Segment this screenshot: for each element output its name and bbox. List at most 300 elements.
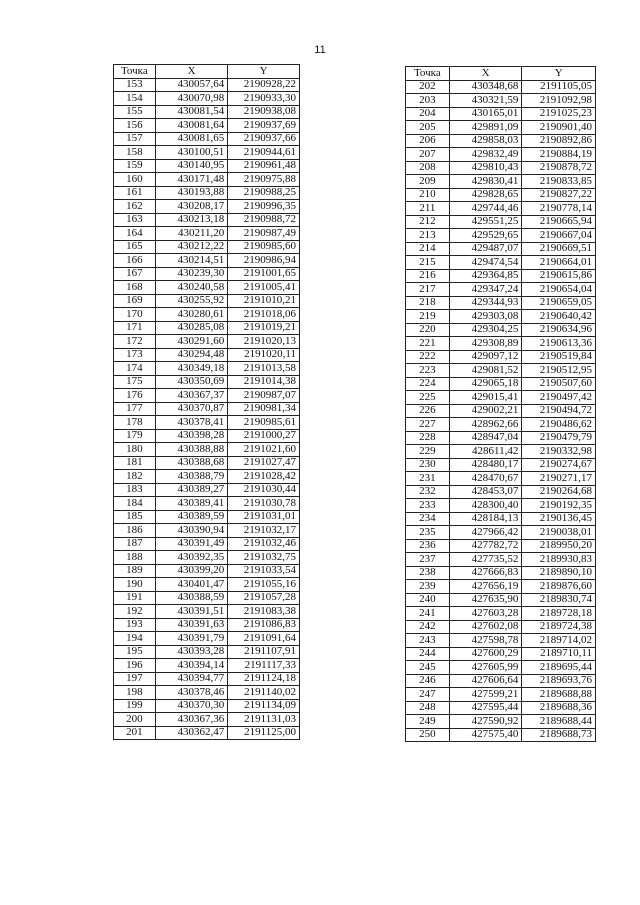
cell-point: 153 [114, 78, 156, 92]
cell-x: 428611,42 [449, 445, 522, 459]
cell-x: 430391,51 [155, 605, 228, 619]
cell-point: 169 [114, 294, 156, 308]
cell-point: 175 [114, 375, 156, 389]
cell-y: 2190274,67 [522, 458, 596, 472]
cell-point: 208 [406, 161, 450, 175]
cell-point: 185 [114, 510, 156, 524]
cell-point: 199 [114, 699, 156, 713]
cell-x: 430391,49 [155, 537, 228, 551]
cell-x: 430388,59 [155, 591, 228, 605]
header-y: Y [522, 67, 596, 81]
cell-point: 214 [406, 242, 450, 256]
table-row [406, 431, 596, 445]
table-row [114, 551, 300, 565]
cell-y: 2191032,46 [228, 537, 300, 551]
cell-x: 430389,27 [155, 483, 228, 497]
cell-x: 430367,37 [155, 389, 228, 403]
cell-y: 2190937,66 [228, 132, 300, 146]
table-row [114, 402, 300, 416]
table-row [406, 418, 596, 432]
cell-point: 238 [406, 566, 450, 580]
cell-y: 2190884,19 [522, 148, 596, 162]
cell-point: 191 [114, 591, 156, 605]
cell-y: 2189695,44 [522, 661, 596, 675]
table-row [406, 121, 596, 135]
cell-y: 2191020,11 [228, 348, 300, 362]
table-row [406, 607, 596, 621]
cell-point: 155 [114, 105, 156, 119]
cell-x: 430391,79 [155, 632, 228, 646]
cell-x: 427599,21 [449, 688, 522, 702]
cell-x: 430070,98 [155, 92, 228, 106]
cell-y: 2190901,40 [522, 121, 596, 135]
cell-point: 223 [406, 364, 450, 378]
table-row [114, 510, 300, 524]
cell-point: 217 [406, 283, 450, 297]
cell-point: 226 [406, 404, 450, 418]
table-row [406, 94, 596, 108]
header-x: X [449, 67, 522, 81]
cell-point: 216 [406, 269, 450, 283]
table-row [114, 132, 300, 146]
cell-point: 180 [114, 443, 156, 457]
cell-y: 2190975,88 [228, 173, 300, 187]
cell-x: 430212,22 [155, 240, 228, 254]
cell-y: 2191032,17 [228, 524, 300, 538]
cell-y: 2189930,83 [522, 553, 596, 567]
coordinates-table-left [113, 64, 300, 740]
cell-x: 430392,35 [155, 551, 228, 565]
table-row [114, 227, 300, 241]
cell-point: 241 [406, 607, 450, 621]
cell-y: 2191107,91 [228, 645, 300, 659]
cell-x: 429474,54 [449, 256, 522, 270]
cell-y: 2190271,17 [522, 472, 596, 486]
table-row [406, 661, 596, 675]
cell-x: 429303,08 [449, 310, 522, 324]
cell-x: 430390,94 [155, 524, 228, 538]
cell-x: 428947,04 [449, 431, 522, 445]
cell-y: 2190878,72 [522, 161, 596, 175]
cell-x: 430398,28 [155, 429, 228, 443]
cell-x: 430213,18 [155, 213, 228, 227]
cell-y: 2191019,21 [228, 321, 300, 335]
cell-x: 430348,68 [449, 80, 522, 94]
cell-point: 237 [406, 553, 450, 567]
cell-point: 248 [406, 701, 450, 715]
cell-y: 2190664,01 [522, 256, 596, 270]
cell-point: 229 [406, 445, 450, 459]
cell-y: 2190512,95 [522, 364, 596, 378]
cell-x: 427598,78 [449, 634, 522, 648]
cell-x: 430193,88 [155, 186, 228, 200]
cell-y: 2191005,41 [228, 281, 300, 295]
cell-x: 427602,08 [449, 620, 522, 634]
table-row [114, 254, 300, 268]
table-row [406, 674, 596, 688]
cell-x: 427782,72 [449, 539, 522, 553]
cell-y: 2189830,74 [522, 593, 596, 607]
table-row [406, 458, 596, 472]
table-row [406, 472, 596, 486]
cell-point: 249 [406, 715, 450, 729]
cell-point: 227 [406, 418, 450, 432]
table-row [114, 443, 300, 457]
cell-point: 172 [114, 335, 156, 349]
cell-y: 2190938,08 [228, 105, 300, 119]
cell-x: 428184,13 [449, 512, 522, 526]
cell-point: 167 [114, 267, 156, 281]
header-y: Y [228, 65, 300, 79]
cell-x: 428962,66 [449, 418, 522, 432]
cell-y: 2190996,35 [228, 200, 300, 214]
table-row [114, 105, 300, 119]
cell-y: 2191030,44 [228, 483, 300, 497]
cell-x: 430394,77 [155, 672, 228, 686]
cell-x: 430081,65 [155, 132, 228, 146]
cell-y: 2189688,73 [522, 728, 596, 742]
cell-point: 204 [406, 107, 450, 121]
cell-x: 430285,08 [155, 321, 228, 335]
cell-y: 2190987,07 [228, 389, 300, 403]
table-body-left [114, 78, 300, 740]
table-row [114, 389, 300, 403]
table-row [406, 107, 596, 121]
cell-point: 181 [114, 456, 156, 470]
cell-point: 184 [114, 497, 156, 511]
table-row [406, 337, 596, 351]
table-row [406, 283, 596, 297]
table-row [114, 686, 300, 700]
cell-x: 429830,41 [449, 175, 522, 189]
cell-y: 2190778,14 [522, 202, 596, 216]
cell-y: 2191010,21 [228, 294, 300, 308]
cell-y: 2191131,03 [228, 713, 300, 727]
table-row [114, 186, 300, 200]
cell-point: 192 [114, 605, 156, 619]
cell-point: 219 [406, 310, 450, 324]
cell-point: 177 [114, 402, 156, 416]
cell-point: 158 [114, 146, 156, 160]
cell-point: 228 [406, 431, 450, 445]
cell-x: 430140,95 [155, 159, 228, 173]
cell-x: 430280,61 [155, 308, 228, 322]
table-row [114, 159, 300, 173]
table-row [114, 713, 300, 727]
cell-point: 210 [406, 188, 450, 202]
cell-x: 430378,41 [155, 416, 228, 430]
table-row [114, 321, 300, 335]
cell-point: 250 [406, 728, 450, 742]
cell-point: 195 [114, 645, 156, 659]
table-row [406, 148, 596, 162]
cell-x: 429832,49 [449, 148, 522, 162]
cell-y: 2191033,54 [228, 564, 300, 578]
cell-y: 2190519,84 [522, 350, 596, 364]
table-row [406, 512, 596, 526]
cell-point: 166 [114, 254, 156, 268]
table-row [114, 632, 300, 646]
table-row [114, 456, 300, 470]
cell-y: 2189724,38 [522, 620, 596, 634]
cell-point: 243 [406, 634, 450, 648]
coordinates-table-right [405, 66, 596, 742]
table-row [406, 620, 596, 634]
cell-y: 2191092,98 [522, 94, 596, 108]
cell-y: 2190961,48 [228, 159, 300, 173]
cell-y: 2190987,49 [228, 227, 300, 241]
cell-x: 429364,85 [449, 269, 522, 283]
cell-point: 215 [406, 256, 450, 270]
cell-y: 2190494,72 [522, 404, 596, 418]
table-row [406, 526, 596, 540]
cell-y: 2191014,38 [228, 375, 300, 389]
cell-point: 200 [114, 713, 156, 727]
table-row [406, 445, 596, 459]
cell-y: 2190665,94 [522, 215, 596, 229]
cell-point: 207 [406, 148, 450, 162]
page-number: 11 [314, 44, 326, 56]
table-row [406, 688, 596, 702]
table-row [406, 485, 596, 499]
cell-point: 170 [114, 308, 156, 322]
table-row [114, 659, 300, 673]
cell-x: 430370,30 [155, 699, 228, 713]
cell-x: 430388,79 [155, 470, 228, 484]
cell-x: 430214,51 [155, 254, 228, 268]
cell-x: 430321,59 [449, 94, 522, 108]
cell-x: 429858,03 [449, 134, 522, 148]
cell-y: 2191125,00 [228, 726, 300, 740]
cell-x: 430389,41 [155, 497, 228, 511]
cell-point: 220 [406, 323, 450, 337]
table-row [114, 335, 300, 349]
cell-x: 427966,42 [449, 526, 522, 540]
cell-x: 430349,18 [155, 362, 228, 376]
cell-y: 2190667,04 [522, 229, 596, 243]
table-row [114, 92, 300, 106]
table-row [114, 240, 300, 254]
cell-y: 2191140,02 [228, 686, 300, 700]
cell-x: 427735,52 [449, 553, 522, 567]
cell-point: 244 [406, 647, 450, 661]
cell-y: 2189710,11 [522, 647, 596, 661]
cell-x: 427635,90 [449, 593, 522, 607]
cell-point: 154 [114, 92, 156, 106]
cell-x: 430240,58 [155, 281, 228, 295]
cell-point: 202 [406, 80, 450, 94]
cell-x: 430239,30 [155, 267, 228, 281]
cell-point: 203 [406, 94, 450, 108]
cell-x: 430362,47 [155, 726, 228, 740]
cell-point: 198 [114, 686, 156, 700]
cell-y: 2191030,78 [228, 497, 300, 511]
cell-x: 430165,01 [449, 107, 522, 121]
table-row [406, 701, 596, 715]
table-header-row [114, 65, 300, 79]
table-row [406, 175, 596, 189]
header-x: X [155, 65, 228, 79]
cell-point: 236 [406, 539, 450, 553]
cell-point: 162 [114, 200, 156, 214]
table-row [114, 308, 300, 322]
cell-point: 179 [114, 429, 156, 443]
table-header-row [406, 67, 596, 81]
cell-point: 178 [114, 416, 156, 430]
cell-x: 430291,60 [155, 335, 228, 349]
header-point: Точка [114, 65, 156, 79]
table-row [406, 296, 596, 310]
cell-x: 429487,07 [449, 242, 522, 256]
cell-x: 430388,88 [155, 443, 228, 457]
cell-y: 2191013,58 [228, 362, 300, 376]
cell-point: 164 [114, 227, 156, 241]
cell-x: 427606,64 [449, 674, 522, 688]
cell-y: 2191124,18 [228, 672, 300, 686]
cell-y: 2190986,94 [228, 254, 300, 268]
cell-point: 218 [406, 296, 450, 310]
table-row [406, 499, 596, 513]
table-body-right [406, 80, 596, 742]
cell-point: 247 [406, 688, 450, 702]
cell-x: 429551,25 [449, 215, 522, 229]
table-row [406, 269, 596, 283]
cell-x: 430394,14 [155, 659, 228, 673]
cell-point: 235 [406, 526, 450, 540]
cell-y: 2190937,69 [228, 119, 300, 133]
cell-point: 234 [406, 512, 450, 526]
cell-point: 246 [406, 674, 450, 688]
table-row [406, 229, 596, 243]
cell-point: 194 [114, 632, 156, 646]
cell-x: 430399,20 [155, 564, 228, 578]
cell-point: 193 [114, 618, 156, 632]
cell-y: 2191091,64 [228, 632, 300, 646]
table-row [406, 242, 596, 256]
cell-point: 165 [114, 240, 156, 254]
cell-point: 187 [114, 537, 156, 551]
cell-y: 2189688,88 [522, 688, 596, 702]
cell-point: 183 [114, 483, 156, 497]
cell-x: 430389,59 [155, 510, 228, 524]
cell-point: 188 [114, 551, 156, 565]
table-row [114, 645, 300, 659]
table-row [406, 404, 596, 418]
cell-point: 224 [406, 377, 450, 391]
cell-x: 429347,24 [449, 283, 522, 297]
cell-x: 429308,89 [449, 337, 522, 351]
cell-x: 429081,52 [449, 364, 522, 378]
table-row [406, 202, 596, 216]
cell-x: 430393,28 [155, 645, 228, 659]
cell-y: 2189890,10 [522, 566, 596, 580]
cell-x: 430350,69 [155, 375, 228, 389]
table-row [114, 483, 300, 497]
cell-x: 430378,46 [155, 686, 228, 700]
table-row [406, 377, 596, 391]
cell-x: 429344,93 [449, 296, 522, 310]
table-row [114, 591, 300, 605]
cell-y: 2190486,62 [522, 418, 596, 432]
cell-y: 2189950,20 [522, 539, 596, 553]
cell-point: 163 [114, 213, 156, 227]
cell-y: 2190136,45 [522, 512, 596, 526]
cell-y: 2190479,79 [522, 431, 596, 445]
cell-y: 2191031,01 [228, 510, 300, 524]
table-row [114, 416, 300, 430]
cell-x: 429304,25 [449, 323, 522, 337]
cell-point: 232 [406, 485, 450, 499]
cell-x: 429002,21 [449, 404, 522, 418]
cell-y: 2190944,61 [228, 146, 300, 160]
cell-x: 427590,92 [449, 715, 522, 729]
cell-point: 213 [406, 229, 450, 243]
table-row [406, 647, 596, 661]
cell-point: 245 [406, 661, 450, 675]
cell-x: 430211,20 [155, 227, 228, 241]
cell-y: 2191020,13 [228, 335, 300, 349]
table-row [114, 726, 300, 740]
cell-x: 427605,99 [449, 661, 522, 675]
cell-y: 2191021,60 [228, 443, 300, 457]
cell-y: 2190933,30 [228, 92, 300, 106]
cell-x: 428300,40 [449, 499, 522, 513]
cell-y: 2190615,86 [522, 269, 596, 283]
table-row [114, 524, 300, 538]
table-row [114, 672, 300, 686]
cell-point: 221 [406, 337, 450, 351]
cell-point: 159 [114, 159, 156, 173]
cell-x: 427600,29 [449, 647, 522, 661]
table-row [114, 470, 300, 484]
cell-y: 2190892,86 [522, 134, 596, 148]
cell-x: 430081,64 [155, 119, 228, 133]
cell-point: 197 [114, 672, 156, 686]
cell-y: 2189693,76 [522, 674, 596, 688]
table-row [406, 134, 596, 148]
cell-y: 2189876,60 [522, 580, 596, 594]
cell-y: 2189728,18 [522, 607, 596, 621]
cell-point: 211 [406, 202, 450, 216]
cell-y: 2189688,44 [522, 715, 596, 729]
cell-y: 2191105,05 [522, 80, 596, 94]
table-row [114, 213, 300, 227]
table-row [406, 553, 596, 567]
cell-point: 160 [114, 173, 156, 187]
cell-x: 430081,54 [155, 105, 228, 119]
table-row [406, 580, 596, 594]
table-row [406, 80, 596, 94]
table-row [114, 578, 300, 592]
cell-point: 230 [406, 458, 450, 472]
cell-y: 2189714,02 [522, 634, 596, 648]
cell-y: 2190981,34 [228, 402, 300, 416]
cell-y: 2190654,04 [522, 283, 596, 297]
cell-point: 176 [114, 389, 156, 403]
cell-x: 430370,87 [155, 402, 228, 416]
cell-x: 429891,09 [449, 121, 522, 135]
table-row [406, 634, 596, 648]
cell-y: 2191055,16 [228, 578, 300, 592]
cell-point: 206 [406, 134, 450, 148]
table-row [114, 78, 300, 92]
table-row [406, 566, 596, 580]
cell-x: 430208,17 [155, 200, 228, 214]
cell-y: 2190669,51 [522, 242, 596, 256]
cell-point: 156 [114, 119, 156, 133]
cell-point: 239 [406, 580, 450, 594]
cell-y: 2189688,36 [522, 701, 596, 715]
